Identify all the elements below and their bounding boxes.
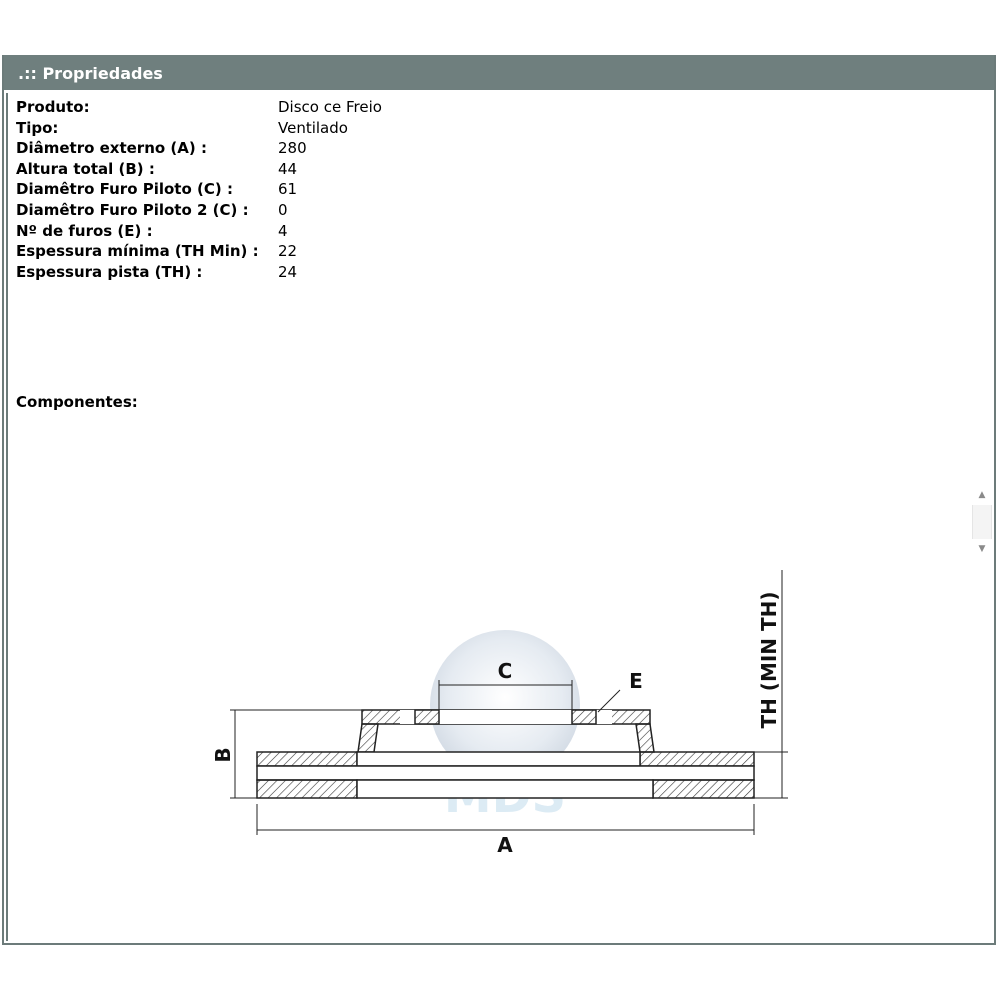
property-row	[16, 200, 382, 221]
property-label: Espessura mínima (TH Min) :	[16, 242, 259, 261]
property-row	[16, 221, 382, 242]
property-value: Ventilado	[278, 118, 348, 137]
property-value: 44	[278, 159, 298, 178]
property-value: 280	[278, 139, 307, 158]
property-label: Diâmetro externo (A) :	[16, 139, 207, 158]
property-row	[16, 262, 382, 283]
property-label: Diamêtro Furo Piloto (C) :	[16, 180, 233, 199]
label-a: A	[497, 833, 513, 857]
label-th: TH (MIN TH)	[757, 591, 781, 729]
window-title: .:: Propriedades	[4, 55, 994, 93]
property-value: 4	[278, 221, 288, 240]
properties-list	[16, 97, 382, 282]
scroll-track[interactable]	[972, 505, 992, 539]
disc-cross-section	[257, 710, 754, 798]
property-label: Tipo:	[16, 118, 59, 137]
components-scrollbar[interactable]	[972, 485, 992, 559]
property-row	[16, 241, 382, 262]
property-value: 22	[278, 242, 298, 261]
label-b: B	[211, 747, 235, 763]
property-label: Nº de furos (E) :	[16, 221, 153, 240]
property-value: 61	[278, 180, 298, 199]
property-value: Disco ce Freio	[278, 98, 382, 116]
brake-disc-diagram	[200, 560, 800, 860]
property-row	[16, 118, 382, 139]
property-value: 0	[278, 200, 288, 219]
property-label: Diamêtro Furo Piloto 2 (C) :	[16, 200, 249, 219]
label-c: C	[497, 659, 513, 683]
property-row	[16, 179, 382, 200]
label-e: E	[629, 669, 643, 693]
property-label: Produto:	[16, 98, 90, 116]
property-label: Altura total (B) :	[16, 159, 155, 178]
property-row	[16, 159, 382, 180]
property-label: Espessura pista (TH) :	[16, 262, 203, 281]
property-row	[16, 138, 382, 159]
property-value: 24	[278, 262, 298, 281]
scroll-down-arrow-icon[interactable]: ▼	[978, 544, 986, 554]
scroll-up-arrow-icon[interactable]: ▲	[978, 490, 986, 500]
property-row	[16, 97, 382, 118]
components-heading: Componentes:	[16, 393, 138, 411]
